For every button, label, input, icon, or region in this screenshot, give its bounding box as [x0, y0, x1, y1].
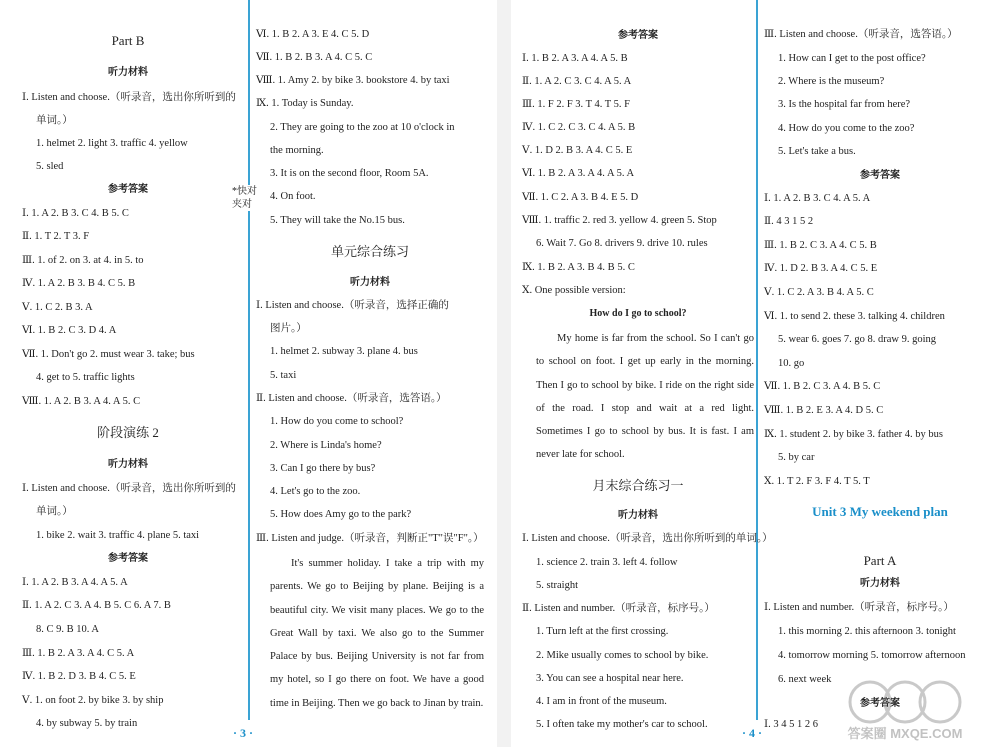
page-number-left: · 3 ·: [233, 726, 254, 740]
col1-line-6: 参考答案: [108, 184, 148, 195]
col2-line-21: Ⅲ. Listen and judge.（听录音，判断正"T"误"F"。）: [256, 533, 484, 544]
col2-line-2: Ⅷ. 1. Amy 2. by bike 3. bookstore 4. by taxi: [256, 75, 450, 86]
col2-line-4: 2. They are going to the zoo at 10 o'clock in: [270, 122, 455, 133]
col2-line-1: Ⅶ. 1. B 2. B 3. A 4. C 5. C: [256, 52, 373, 63]
col1-line-1: 听力材料: [108, 67, 148, 78]
col1-line-11: Ⅴ. 1. C 2. B 3. A: [22, 302, 93, 313]
col1-line-0: Part B: [111, 33, 145, 48]
unit-heading: Unit 3 My weekend plan: [812, 504, 948, 519]
col4-line-4: 4. How do you come to the zoo?: [778, 123, 915, 134]
watermark-text: 答案圈 MXQE.COM: [847, 726, 963, 741]
page-gutter: [497, 0, 511, 747]
col4-line-12: Ⅵ. 1. to send 2. these 3. talking 4. children: [764, 311, 945, 322]
col2-line-11: Ⅰ. Listen and choose.（听录音，选择正确的: [256, 300, 449, 311]
col1-line-12: Ⅵ. 1. B 2. C 3. D 4. A: [22, 325, 117, 336]
col2-line-10: 听力材料: [350, 277, 390, 288]
col3-line-9: 6. Wait 7. Go 8. drivers 9. drive 10. rules: [536, 238, 708, 249]
col2-line-17: 2. Where is Linda's home?: [270, 440, 382, 451]
col4b-line-1: 听力材料: [860, 578, 900, 589]
col2-line-20: 5. How does Amy go to the park?: [270, 509, 412, 520]
col4-line-7: Ⅰ. 1. A 2. B 3. C 4. A 5. A: [764, 193, 871, 204]
col2-line-15: Ⅱ. Listen and choose.（听录音，选答语。）: [256, 393, 447, 404]
col1-line-20: 1. bike 2. wait 3. traffic 4. plane 5. taxi: [36, 530, 200, 541]
col3-line-1: Ⅰ. 1. B 2. A 3. A 4. A 5. B: [522, 53, 628, 64]
col4-line-6: 参考答案: [860, 170, 900, 181]
col4b-line-4: 4. tomorrow morning 5. tomorrow afternoon: [778, 650, 966, 661]
col4-line-1: 1. How can I get to the post office?: [778, 53, 926, 64]
col3b-line-6: 1. Turn left at the first crossing.: [536, 626, 669, 637]
col4-line-2: 2. Where is the museum?: [778, 76, 885, 87]
col4b-line-7: Ⅰ. 3 4 5 1 2 6: [764, 719, 819, 730]
col1-line-19: 单词。）: [36, 506, 73, 517]
col4-line-10: Ⅳ. 1. D 2. B 3. A 4. C 5. E: [764, 263, 878, 274]
col4-line-15: Ⅶ. 1. B 2. C 3. A 4. B 5. C: [764, 381, 881, 392]
col1-line-21: 参考答案: [108, 553, 148, 564]
col3b-line-3: 1. science 2. train 3. left 4. follow: [536, 557, 678, 568]
col3b-line-1: 听力材料: [618, 510, 658, 521]
col3-line-12: How do I go to school?: [589, 308, 687, 319]
col4-line-3: 3. Is the hospital far from here?: [778, 99, 911, 110]
col1-line-16: 阶段演练 2: [97, 425, 159, 440]
passage-beijing-trip: It's summer holiday. I take a trip with my parents. We go to Beijing by plane. Beijing is a beautiful city. We visit many places. We go to the Great Wall by taxi. We also go to the Summer Palace by bus. Beijing University is not far from my hotel, so I go there on foot. We have a good time in Beijing. Then we go back to Jinan by train.: [270, 558, 484, 709]
col1-line-13: Ⅶ. 1. Don't go 2. must wear 3. take; bus: [22, 349, 195, 360]
col2-line-5: the morning.: [270, 145, 324, 156]
col1-line-3: 单词。）: [36, 115, 73, 126]
col3-line-10: Ⅸ. 1. B 2. A 3. B 4. B 5. C: [522, 262, 635, 273]
col1-line-28: 4. by subway 5. by train: [36, 718, 138, 729]
col2-line-14: 5. taxi: [270, 370, 297, 381]
col3-line-5: Ⅴ. 1. D 2. B 3. A 4. C 5. E: [522, 145, 633, 156]
col4-line-9: Ⅲ. 1. B 2. C 3. A 4. C 5. B: [764, 240, 877, 251]
col1-line-17: 听力材料: [108, 459, 148, 470]
page-number-right: · 4 ·: [742, 726, 763, 740]
col3-line-8: Ⅷ. 1. traffic 2. red 3. yellow 4. green 5. Stop: [522, 215, 717, 226]
col3-line-7: Ⅶ. 1. C 2. A 3. B 4. E 5. D: [522, 192, 639, 203]
col4-line-17: Ⅸ. 1. student 2. by bike 3. father 4. by bus: [764, 429, 943, 440]
col1-line-23: Ⅱ. 1. A 2. C 3. A 4. B 5. C 6. A 7. B: [22, 600, 171, 611]
column-3: [522, 0, 773, 747]
col2-line-6: 3. It is on the second floor, Room 5A.: [270, 168, 429, 179]
col3-line-2: Ⅱ. 1. A 2. C 3. C 4. A 5. A: [522, 76, 632, 87]
col4-line-19: Ⅹ. 1. T 2. F 3. F 4. T 5. T: [764, 476, 870, 487]
stamp-text: *快对 夹对: [232, 186, 257, 210]
col2-line-16: 1. How do you come to school?: [270, 416, 404, 427]
col1-line-15: Ⅷ. 1. A 2. B 3. A 4. A 5. C: [22, 396, 141, 407]
stamp-note: [232, 185, 258, 211]
col3b-line-5: Ⅱ. Listen and number.（听录音，标序号。）: [522, 603, 715, 614]
col1-line-22: Ⅰ. 1. A 2. B 3. A 4. A 5. A: [22, 577, 128, 588]
col1-line-9: Ⅲ. 1. of 2. on 3. at 4. in 5. to: [22, 255, 144, 266]
col2-line-13: 1. helmet 2. subway 3. plane 4. bus: [270, 346, 418, 357]
col2-line-12: 图片。）: [270, 323, 307, 334]
col4-line-8: Ⅱ. 4 3 1 5 2: [764, 216, 814, 227]
col2-line-3: Ⅸ. 1. Today is Sunday.: [256, 98, 354, 109]
col3b-line-4: 5. straight: [536, 580, 578, 591]
col1-line-18: Ⅰ. Listen and choose.（听录音，选出你所听到的: [22, 483, 236, 494]
col1-line-7: Ⅰ. 1. A 2. B 3. C 4. B 5. C: [22, 208, 129, 219]
col4-line-5: 5. Let's take a bus.: [778, 146, 856, 157]
col3-line-0: 参考答案: [618, 30, 658, 41]
passage-how-i-go-to-school: My home is far from the school. So I can't go to school on foot. I get up early in the morning. Then I go to school by bike. I ride on the right side of the road. I stop and wait at a red light. Sometimes I go to school by bus. It is fast. I am never late for school.: [536, 333, 754, 461]
col1-line-10: Ⅳ. 1. A 2. B 3. B 4. C 5. B: [22, 278, 136, 289]
col3b-line-0: 月末综合练习一: [592, 478, 684, 493]
col4-line-16: Ⅷ. 1. B 2. E 3. A 4. D 5. C: [764, 405, 884, 416]
col3b-line-8: 3. You can see a hospital near here.: [536, 673, 684, 684]
col4b-line-6: 参考答案: [860, 698, 900, 709]
col1-line-27: Ⅴ. 1. on foot 2. by bike 3. by ship: [22, 695, 164, 706]
col3b-line-10: 5. I often take my mother's car to school.: [536, 719, 708, 730]
col2-line-7: 4. On foot.: [270, 191, 316, 202]
column-4: [764, 0, 996, 747]
col1-line-26: Ⅳ. 1. B 2. D 3. B 4. C 5. E: [22, 671, 136, 682]
column-divider-left: [248, 0, 250, 720]
col4-line-13: 5. wear 6. goes 7. go 8. draw 9. going: [778, 334, 937, 345]
col3b-line-2: Ⅰ. Listen and choose.（听录音，选出你所听到的单词。）: [522, 533, 773, 544]
col4-line-14: 10. go: [778, 358, 805, 369]
col4b-line-0: Part A: [863, 553, 897, 568]
col3-line-4: Ⅳ. 1. C 2. C 3. C 4. A 5. B: [522, 122, 636, 133]
col4b-line-2: Ⅰ. Listen and number.（听录音，标序号。）: [764, 602, 954, 613]
col1-line-5: 5. sled: [36, 161, 64, 172]
col2-line-0: Ⅵ. 1. B 2. A 3. E 4. C 5. D: [256, 29, 370, 40]
column-divider-right: [756, 0, 758, 720]
col4b-line-3: 1. this morning 2. this afternoon 3. tonight: [778, 626, 956, 637]
col3-line-3: Ⅲ. 1. F 2. F 3. T 4. T 5. F: [522, 99, 630, 110]
watermark-logo: [830, 668, 980, 743]
col1-line-25: Ⅲ. 1. B 2. A 3. A 4. C 5. A: [22, 648, 135, 659]
col1-line-4: 1. helmet 2. light 3. traffic 4. yellow: [36, 138, 188, 149]
col4b-line-5: 6. next week: [778, 674, 832, 685]
col3-line-11: Ⅹ. One possible version:: [522, 285, 626, 296]
col1-line-2: Ⅰ. Listen and choose.（听录音，选出你所听到的: [22, 92, 236, 103]
col4-line-0: Ⅲ. Listen and choose.（听录音，选答语。）: [764, 29, 958, 40]
col3b-line-9: 4. I am in front of the museum.: [536, 696, 667, 707]
col1-line-14: 4. get to 5. traffic lights: [36, 372, 135, 383]
col1-line-8: Ⅱ. 1. T 2. T 3. F: [22, 231, 90, 242]
col4-line-18: 5. by car: [778, 452, 815, 463]
col2-line-18: 3. Can I go there by bus?: [270, 463, 376, 474]
col3b-line-7: 2. Mike usually comes to school by bike.: [536, 650, 709, 661]
col1-line-24: 8. C 9. B 10. A: [36, 624, 100, 635]
column-2: [256, 0, 484, 747]
col2-line-8: 5. They will take the No.15 bus.: [270, 215, 405, 226]
col2-line-9: 单元综合练习: [330, 244, 409, 259]
col2-line-19: 4. Let's go to the zoo.: [270, 486, 361, 497]
col3-line-6: Ⅵ. 1. B 2. A 3. A 4. A 5. A: [522, 168, 635, 179]
col4-line-11: Ⅴ. 1. C 2. A 3. B 4. A 5. C: [764, 287, 874, 298]
column-1: [22, 0, 234, 747]
